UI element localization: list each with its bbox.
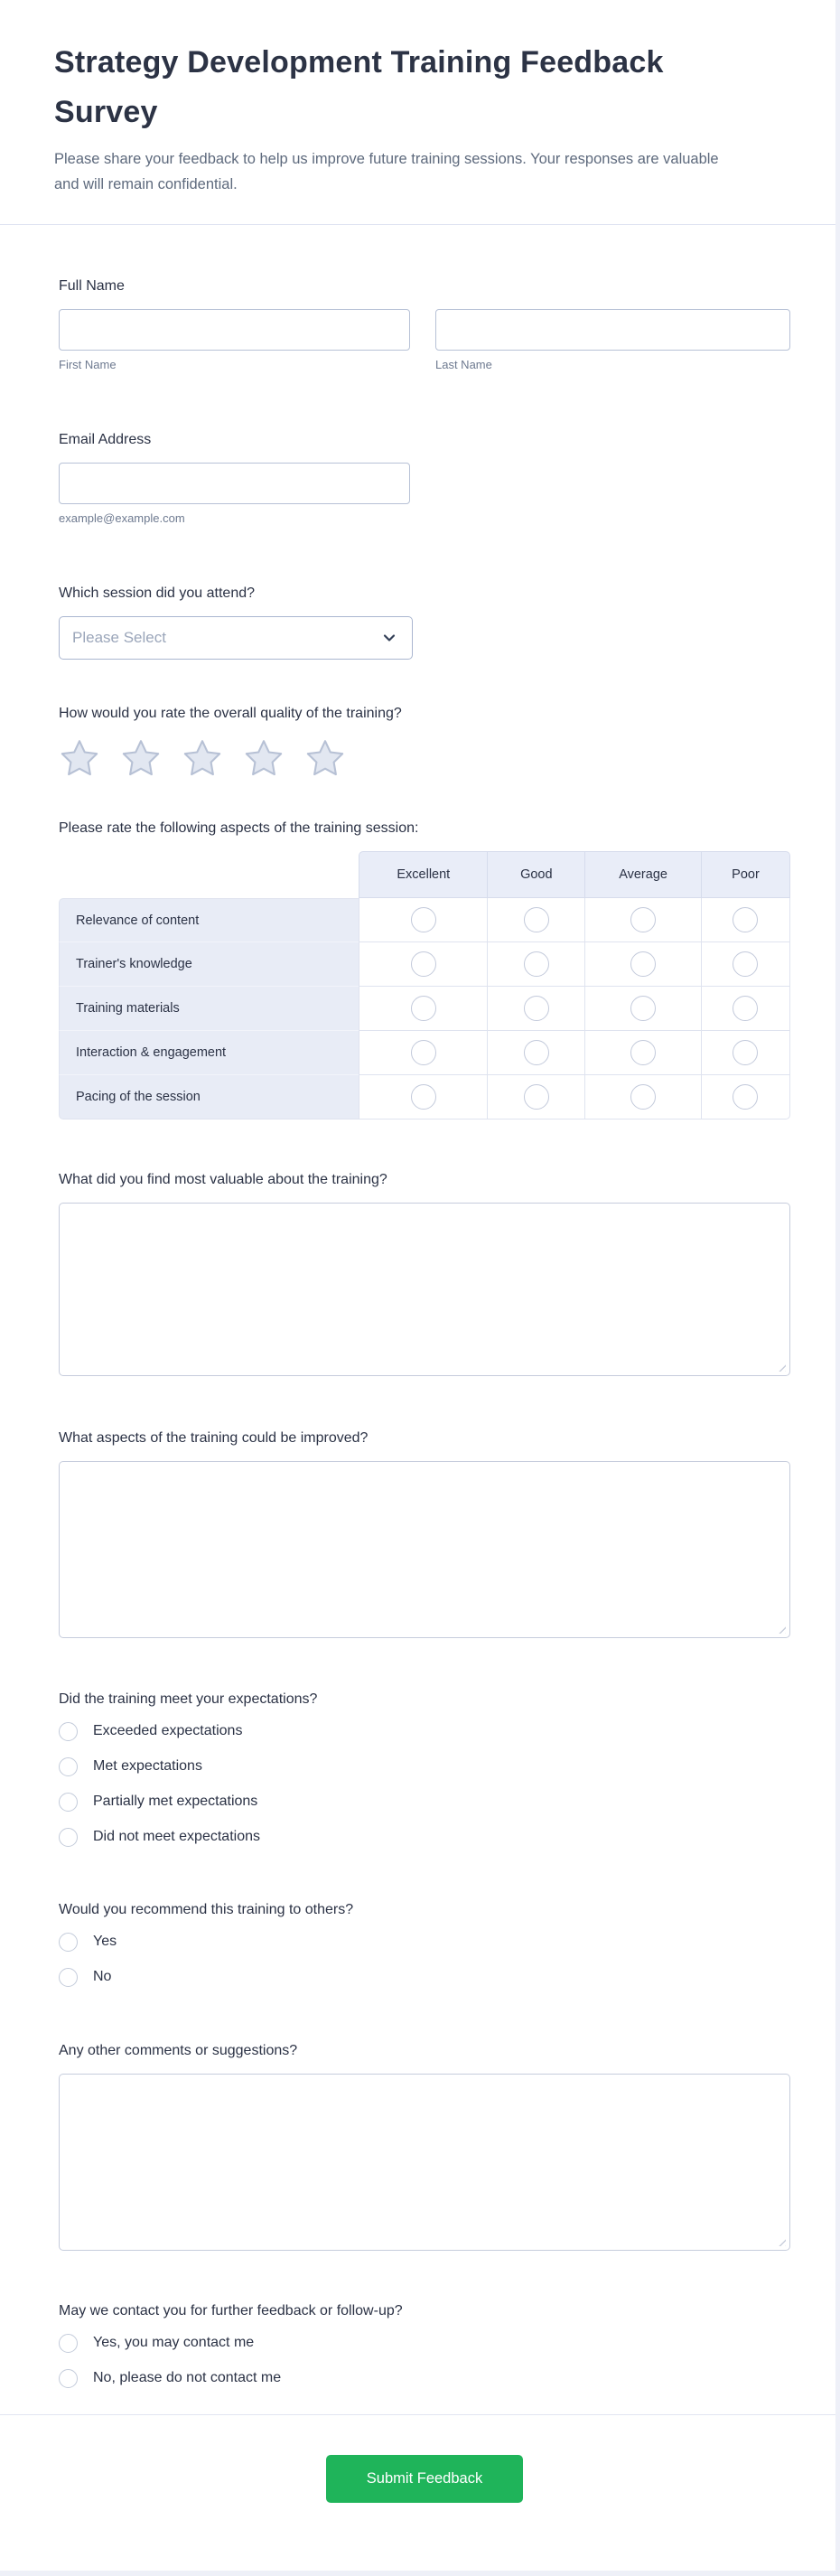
radio-icon[interactable] xyxy=(59,2334,78,2353)
radio-option-not-met[interactable] xyxy=(59,1827,790,1847)
session-select-placeholder: Please Select xyxy=(72,629,166,646)
table-row xyxy=(59,898,790,942)
improved-field xyxy=(59,1429,790,1638)
improved-textarea[interactable] xyxy=(59,1461,790,1638)
matrix-radio[interactable] xyxy=(733,996,758,1021)
radio-icon[interactable] xyxy=(59,1968,78,1987)
recommend-field xyxy=(59,1901,790,1987)
email-label: Email Address xyxy=(59,432,152,447)
last-name-input[interactable] xyxy=(435,309,790,351)
star-icon[interactable] xyxy=(304,737,346,779)
matrix-col-good: Good xyxy=(488,851,585,898)
form-header xyxy=(0,0,835,225)
radio-option-label: Partially met expectations xyxy=(93,1794,258,1809)
star-icon[interactable] xyxy=(182,737,223,779)
name-inputs-row xyxy=(59,309,790,372)
matrix-radio[interactable] xyxy=(524,907,549,932)
radio-option-label: No, please do not contact me xyxy=(93,2370,282,2385)
radio-icon[interactable] xyxy=(59,1722,78,1741)
star-icon[interactable] xyxy=(243,737,285,779)
recommend-label: Would you recommend this training to others? xyxy=(59,1902,354,1917)
comments-field xyxy=(59,2042,790,2251)
star-icon[interactable] xyxy=(120,737,162,779)
matrix-row-label: Relevance of content xyxy=(59,898,359,942)
email-field xyxy=(59,431,790,526)
matrix-label: Please rate the following aspects of the training session: xyxy=(59,820,419,836)
valuable-textarea[interactable] xyxy=(59,1203,790,1376)
radio-option-partially-met[interactable] xyxy=(59,1792,790,1812)
comments-textarea[interactable] xyxy=(59,2074,790,2251)
radio-option-no[interactable] xyxy=(59,1967,790,1987)
form-subtitle: Please share your feedback to help us improve future training sessions. Your responses are valuable and will remain confidential. xyxy=(54,151,719,192)
session-label: Which session did you attend? xyxy=(59,585,256,601)
contact-options xyxy=(59,2333,790,2388)
matrix-radio[interactable] xyxy=(524,1040,549,1065)
matrix-row-label: Interaction & engagement xyxy=(59,1031,359,1075)
overall-rating-field xyxy=(59,705,790,780)
session-select[interactable] xyxy=(59,616,413,660)
matrix-radio[interactable] xyxy=(630,996,656,1021)
email-sublabel: example@example.com xyxy=(59,511,185,525)
submit-button[interactable]: Submit Feedback xyxy=(326,2455,523,2503)
matrix-radio[interactable] xyxy=(411,1040,436,1065)
radio-option-contact-no[interactable] xyxy=(59,2368,790,2388)
matrix-radio[interactable] xyxy=(411,951,436,977)
full-name-field xyxy=(59,277,790,372)
radio-option-label: Exceeded expectations xyxy=(93,1723,243,1738)
session-field xyxy=(59,585,790,660)
first-name-col xyxy=(59,309,410,372)
page-title: Strategy Development Training Feedback Survey xyxy=(54,45,664,129)
matrix-field xyxy=(59,820,790,1119)
table-row xyxy=(59,987,790,1031)
matrix-radio[interactable] xyxy=(524,1084,549,1110)
contact-field xyxy=(59,2302,790,2388)
full-name-label: Full Name xyxy=(59,278,125,294)
matrix-radio[interactable] xyxy=(733,907,758,932)
submit-divider xyxy=(0,2414,835,2415)
matrix-col-average: Average xyxy=(585,851,702,898)
email-col xyxy=(59,463,410,526)
radio-option-yes[interactable] xyxy=(59,1932,790,1952)
email-input[interactable] xyxy=(59,463,410,504)
matrix-row-label: Pacing of the session xyxy=(59,1075,359,1119)
submit-row xyxy=(59,2455,790,2547)
matrix-col-excellent: Excellent xyxy=(359,851,488,898)
chevron-down-icon xyxy=(381,630,397,646)
valuable-label: What did you find most valuable about the training? xyxy=(59,1172,387,1187)
form-body xyxy=(0,225,835,2547)
matrix-radio[interactable] xyxy=(630,1040,656,1065)
matrix-radio[interactable] xyxy=(733,1084,758,1110)
valuable-field xyxy=(59,1171,790,1376)
radio-option-exceeded[interactable] xyxy=(59,1721,790,1741)
matrix-radio[interactable] xyxy=(411,996,436,1021)
star-icon[interactable] xyxy=(59,737,100,779)
radio-option-contact-yes[interactable] xyxy=(59,2333,790,2353)
matrix-radio[interactable] xyxy=(630,951,656,977)
radio-option-met[interactable] xyxy=(59,1756,790,1776)
table-row xyxy=(59,1075,790,1119)
matrix-radio[interactable] xyxy=(524,951,549,977)
radio-icon[interactable] xyxy=(59,1793,78,1812)
matrix-radio[interactable] xyxy=(630,1084,656,1110)
expectations-options xyxy=(59,1721,790,1847)
recommend-options xyxy=(59,1932,790,1987)
radio-icon[interactable] xyxy=(59,2369,78,2388)
radio-icon[interactable] xyxy=(59,1828,78,1847)
radio-option-label: Yes xyxy=(93,1934,117,1949)
radio-icon[interactable] xyxy=(59,1933,78,1952)
contact-label: May we contact you for further feedback or follow-up? xyxy=(59,2303,403,2318)
first-name-sublabel: First Name xyxy=(59,358,117,371)
improved-label: What aspects of the training could be improved? xyxy=(59,1430,369,1446)
radio-option-label: No xyxy=(93,1969,112,1984)
matrix-radio[interactable] xyxy=(630,907,656,932)
last-name-col xyxy=(435,309,790,372)
comments-label: Any other comments or suggestions? xyxy=(59,2043,298,2058)
radio-option-label: Met expectations xyxy=(93,1758,202,1774)
radio-option-label: Yes, you may contact me xyxy=(93,2335,255,2350)
radio-option-label: Did not meet expectations xyxy=(93,1829,260,1844)
matrix-radio[interactable] xyxy=(524,996,549,1021)
overall-rating-label: How would you rate the overall quality of the training? xyxy=(59,706,402,721)
matrix-radio[interactable] xyxy=(733,951,758,977)
matrix-radio[interactable] xyxy=(411,1084,436,1110)
matrix-row-label: Training materials xyxy=(59,987,359,1031)
radio-icon[interactable] xyxy=(59,1757,78,1776)
star-rating xyxy=(59,736,790,780)
table-row xyxy=(59,942,790,987)
rating-matrix xyxy=(59,851,790,1119)
expectations-field xyxy=(59,1691,790,1847)
matrix-radio[interactable] xyxy=(411,907,436,932)
matrix-row-label: Trainer's knowledge xyxy=(59,942,359,987)
expectations-label: Did the training meet your expectations? xyxy=(59,1691,318,1707)
first-name-input[interactable] xyxy=(59,309,410,351)
last-name-sublabel: Last Name xyxy=(435,358,492,371)
matrix-corner-cell xyxy=(59,851,359,898)
matrix-radio[interactable] xyxy=(733,1040,758,1065)
matrix-col-poor: Poor xyxy=(702,851,790,898)
table-row xyxy=(59,1031,790,1075)
